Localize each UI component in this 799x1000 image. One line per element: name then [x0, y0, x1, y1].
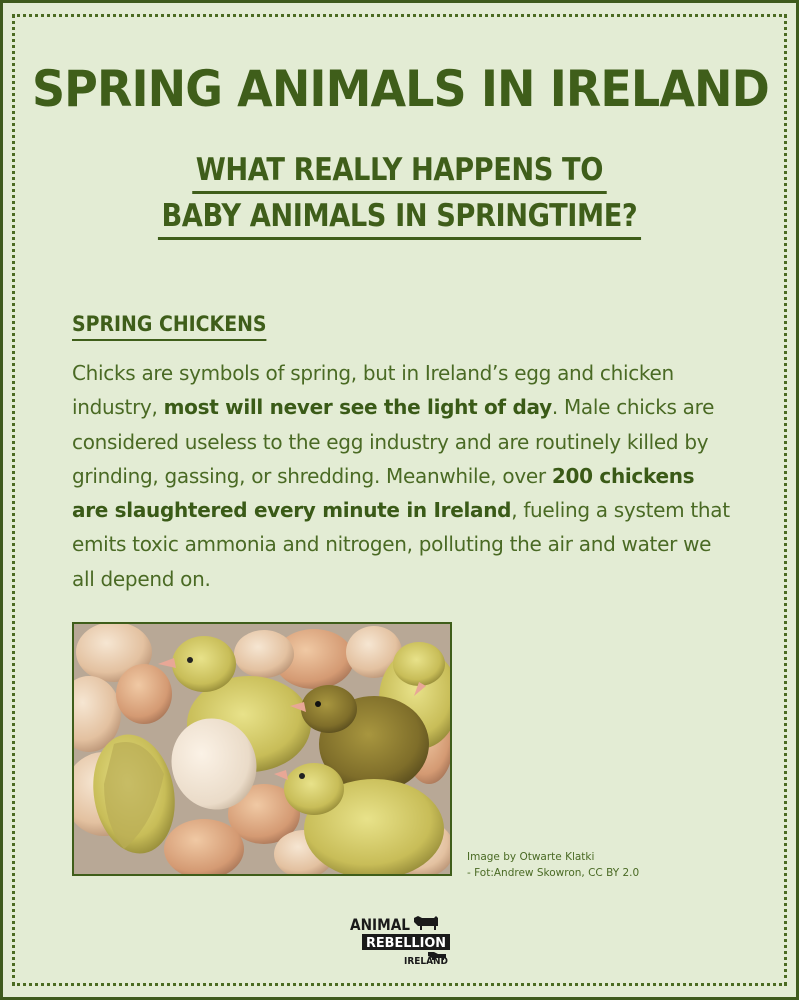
animal-rebellion-logo [348, 912, 452, 966]
credit-line-2: - Fot:Andrew Skowron, CC BY 2.0 [467, 867, 640, 879]
subtitle-line-2-text: BABY ANIMALS IN SPRINGTIME? [158, 198, 641, 240]
subtitle-line-1-text: WHAT REALLY HAPPENS TO [192, 152, 606, 194]
logo-line-1: ANIMAL [350, 915, 410, 934]
logo-line-2: REBELLION [366, 936, 446, 951]
page-title: SPRING ANIMALS IN IRELAND [31, 60, 769, 118]
section-heading: SPRING CHICKENS [72, 312, 267, 341]
subtitle-line-2 [0, 198, 799, 240]
body-text-3: , fueling a system that emits toxic ammonia and nitrogen, polluting the air and water we all depend on. [72, 498, 730, 591]
credit-line-1: Image by Otwarte Klatki [467, 851, 595, 863]
subtitle-line-1 [0, 152, 799, 194]
body-text-2: . Male chicks are considered useless to the egg industry and are routinely killed by grinding, gassing, or shredding. Meanwhile, over [72, 395, 715, 488]
photo-credit [467, 849, 639, 881]
body-bold-2: 200 chickens are slaughtered every minute in Ireland [72, 463, 695, 523]
chicks-photo [72, 622, 452, 876]
section-body [72, 356, 732, 596]
body-bold-1: most will never see the light of day [163, 395, 552, 420]
logo-line-3: IRELAND [404, 956, 448, 966]
body-text-1: Chicks are symbols of spring, but in Ireland’s egg and chicken industry, [72, 361, 674, 420]
